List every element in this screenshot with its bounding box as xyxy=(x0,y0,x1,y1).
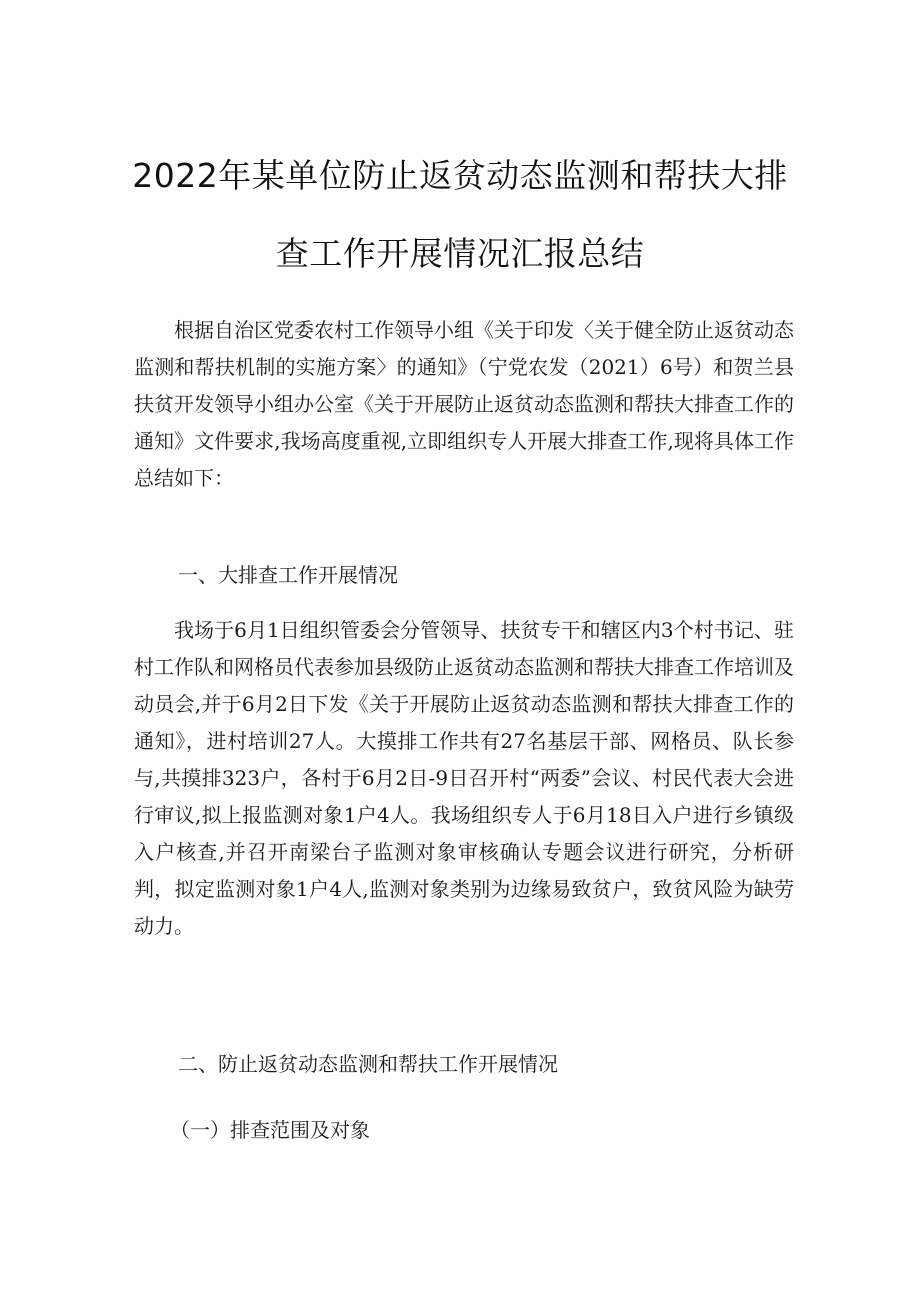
section-1-paragraph-block xyxy=(134,612,794,945)
section-1-paragraph: 我场于6月1日组织管委会分管领导、扶贫专干和辖区内3个村书记、驻村工作队和网格员代表参加县级防止返贫动态监测和帮扶大排查工作培训及动员会,并于6月2日下发《关于开展防止返贫动态监测和帮扶大排查工作的通知》，进村培训27人。大摸排工作共有27名基层干部、网格员、队长参与,共摸排323户，各村于6月2日-9日召开村“两委”会议、村民代表大会进行审议,拟上报监测对象1户4人。我场组织专人于6月18日入户进行乡镇级入户核查,并召开南梁台子监测对象审核确认专题会议进行研究，分析研判，拟定监测对象1户4人,监测对象类别为边缘易致贫户，致贫风险为缺劳动力。 xyxy=(134,618,794,938)
document-title-line-1: 2022年某单位防止返贫动态监测和帮扶大排 xyxy=(132,156,788,195)
document-title-line-2: 查工作开展情况汇报总结 xyxy=(275,234,645,273)
intro-paragraph: 根据自治区党委农村工作领导小组《关于印发〈关于健全防止返贫动态监测和帮扶机制的实施方案〉的通知》（宁党农发（2021）6号）和贺兰县扶贫开发领导小组办公室《关于开展防止返贫动态监测和帮扶大排查工作的通知》文件要求,我场高度重视,立即组织专人开展大排查工作,现将具体工作总结如下： xyxy=(134,318,794,490)
section-1-heading: 一、大排查工作开展情况 xyxy=(178,563,398,587)
section-2-1-heading: （一）排查范围及对象 xyxy=(170,1118,370,1142)
section-2-heading: 二、防止返贫动态监测和帮扶工作开展情况 xyxy=(178,1052,558,1076)
intro-paragraph-block xyxy=(134,312,794,497)
